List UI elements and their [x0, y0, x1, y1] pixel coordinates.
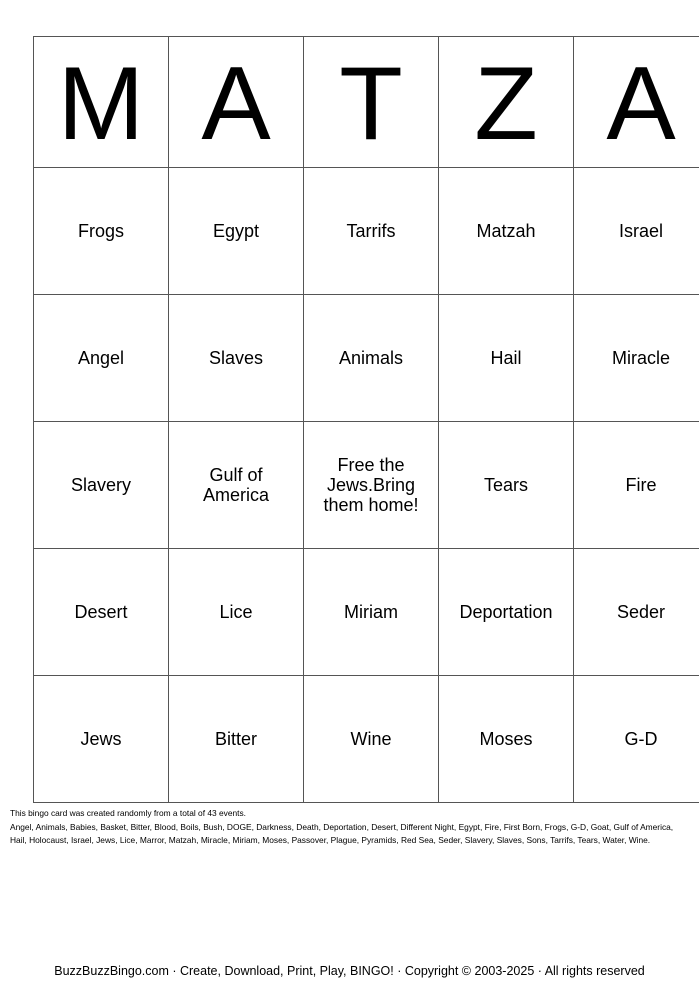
- card-cell: Egypt: [169, 168, 304, 295]
- card-cell: Israel: [574, 168, 699, 295]
- card-row: [34, 295, 699, 422]
- card-row: [34, 422, 699, 549]
- card-cell: Miriam: [304, 549, 439, 676]
- card-cell: Free the Jews.Bring them home!: [304, 422, 439, 549]
- card-cell: Jews: [34, 676, 169, 803]
- card-row: [34, 676, 699, 803]
- info-summary: This bingo card was created randomly from a total of 43 events.: [10, 808, 247, 818]
- card-cell: Gulf of America: [169, 422, 304, 549]
- header-letter: M: [34, 37, 169, 168]
- card-row: [34, 549, 699, 676]
- card-cell: Fire: [574, 422, 699, 549]
- card-cell: Miracle: [574, 295, 699, 422]
- header-letter: A: [574, 37, 699, 168]
- card-row: [34, 168, 699, 295]
- card-cell: Moses: [439, 676, 574, 803]
- header-letter: T: [304, 37, 439, 168]
- card-cell: Tears: [439, 422, 574, 549]
- site-footer: BuzzBuzzBingo.com · Create, Download, Print, Play, BINGO! · Copyright © 2003-2025 · All rights reserved: [54, 964, 645, 978]
- card-cell: Frogs: [34, 168, 169, 295]
- card-cell: Angel: [34, 295, 169, 422]
- card-cell: Bitter: [169, 676, 304, 803]
- card-cell: Hail: [439, 295, 574, 422]
- header-row: [34, 37, 699, 168]
- card-cell: Deportation: [439, 549, 574, 676]
- card-cell: Desert: [34, 549, 169, 676]
- bingo-card: [33, 36, 699, 803]
- card-cell: Tarrifs: [304, 168, 439, 295]
- card-cell: Seder: [574, 549, 699, 676]
- card-cell: Matzah: [439, 168, 574, 295]
- card-cell: Lice: [169, 549, 304, 676]
- card-cell: Slavery: [34, 422, 169, 549]
- header-letter: Z: [439, 37, 574, 168]
- card-cell: G-D: [574, 676, 699, 803]
- card-cell: Slaves: [169, 295, 304, 422]
- card-cell: Wine: [304, 676, 439, 803]
- event-list: Angel, Animals, Babies, Basket, Bitter, Blood, Boils, Bush, DOGE, Darkness, Death, Deportation, Desert, Different Night, Egypt, Fire, First Born, Frogs, G-D, Goat, Gulf of America, Hail, Holocaust, Israel, Jews, Lice, Marror, Matzah, Miracle, Miriam, Moses, Passover, Plague, Pyramids, Red Sea, Seder, Slavery, Slaves, Sons, Tarrifs, Tears, Water, Wine.: [10, 821, 674, 845]
- header-letter: A: [169, 37, 304, 168]
- card-cell: Animals: [304, 295, 439, 422]
- card-info: [10, 807, 690, 848]
